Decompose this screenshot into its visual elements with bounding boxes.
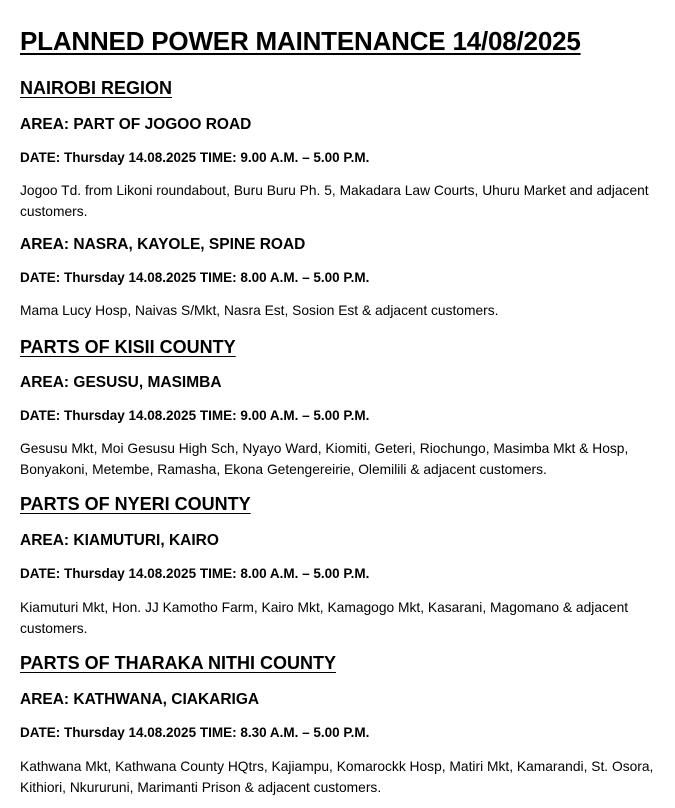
date-time-line: DATE: Thursday 14.08.2025 TIME: 8.00 A.M. – 5.00 P.M. bbox=[20, 566, 370, 581]
area-description: Kiamuturi Mkt, Hon. JJ Kamotho Farm, Kairo Mkt, Kamagogo Mkt, Kasarani, Magomano & adjacent customers. bbox=[20, 600, 629, 636]
date-time-line: DATE: Thursday 14.08.2025 TIME: 9.00 A.M. – 5.00 P.M. bbox=[20, 408, 370, 423]
area-heading: AREA: GESUSU, MASIMBA bbox=[20, 374, 222, 391]
area-heading: AREA: KIAMUTURI, KAIRO bbox=[20, 532, 219, 549]
area-heading: AREA: NASRA, KAYOLE, SPINE ROAD bbox=[20, 236, 306, 253]
page-title: PLANNED POWER MAINTENANCE 14/08/2025 bbox=[20, 26, 581, 56]
region-heading-tharaka-nithi: PARTS OF THARAKA NITHI COUNTY bbox=[20, 653, 336, 673]
date-time-line: DATE: Thursday 14.08.2025 TIME: 9.00 A.M. – 5.00 P.M. bbox=[20, 150, 370, 165]
area-description: Mama Lucy Hosp, Naivas S/Mkt, Nasra Est, Sosion Est & adjacent customers. bbox=[20, 303, 499, 318]
region-heading-nyeri: PARTS OF NYERI COUNTY bbox=[20, 494, 251, 514]
area-heading: AREA: PART OF JOGOO ROAD bbox=[20, 116, 252, 133]
date-time-line: DATE: Thursday 14.08.2025 TIME: 8.30 A.M. – 5.00 P.M. bbox=[20, 725, 370, 740]
region-heading-nairobi: NAIROBI REGION bbox=[20, 78, 173, 98]
area-description: Jogoo Td. from Likoni roundabout, Buru Buru Ph. 5, Makadara Law Courts, Uhuru Market and adjacent customers. bbox=[20, 183, 649, 219]
area-description: Gesusu Mkt, Moi Gesusu High Sch, Nyayo Ward, Kiomiti, Geteri, Riochungo, Masimba Mkt & Hosp, Bonyakoni, Metembe, Ramasha, Ekona Getengereirie, Olemilili & adjacent customers. bbox=[20, 441, 629, 477]
region-heading-kisii: PARTS OF KISII COUNTY bbox=[20, 337, 236, 357]
area-description: Kathwana Mkt, Kathwana County HQtrs, Kajiampu, Komarockk Hosp, Matiri Mkt, Kamarandi, St. Osora, Kithiori, Nkururuni, Marimanti Prison & adjacent customers. bbox=[20, 759, 654, 795]
date-time-line: DATE: Thursday 14.08.2025 TIME: 8.00 A.M. – 5.00 P.M. bbox=[20, 270, 370, 285]
area-heading: AREA: KATHWANA, CIAKARIGA bbox=[20, 691, 260, 708]
